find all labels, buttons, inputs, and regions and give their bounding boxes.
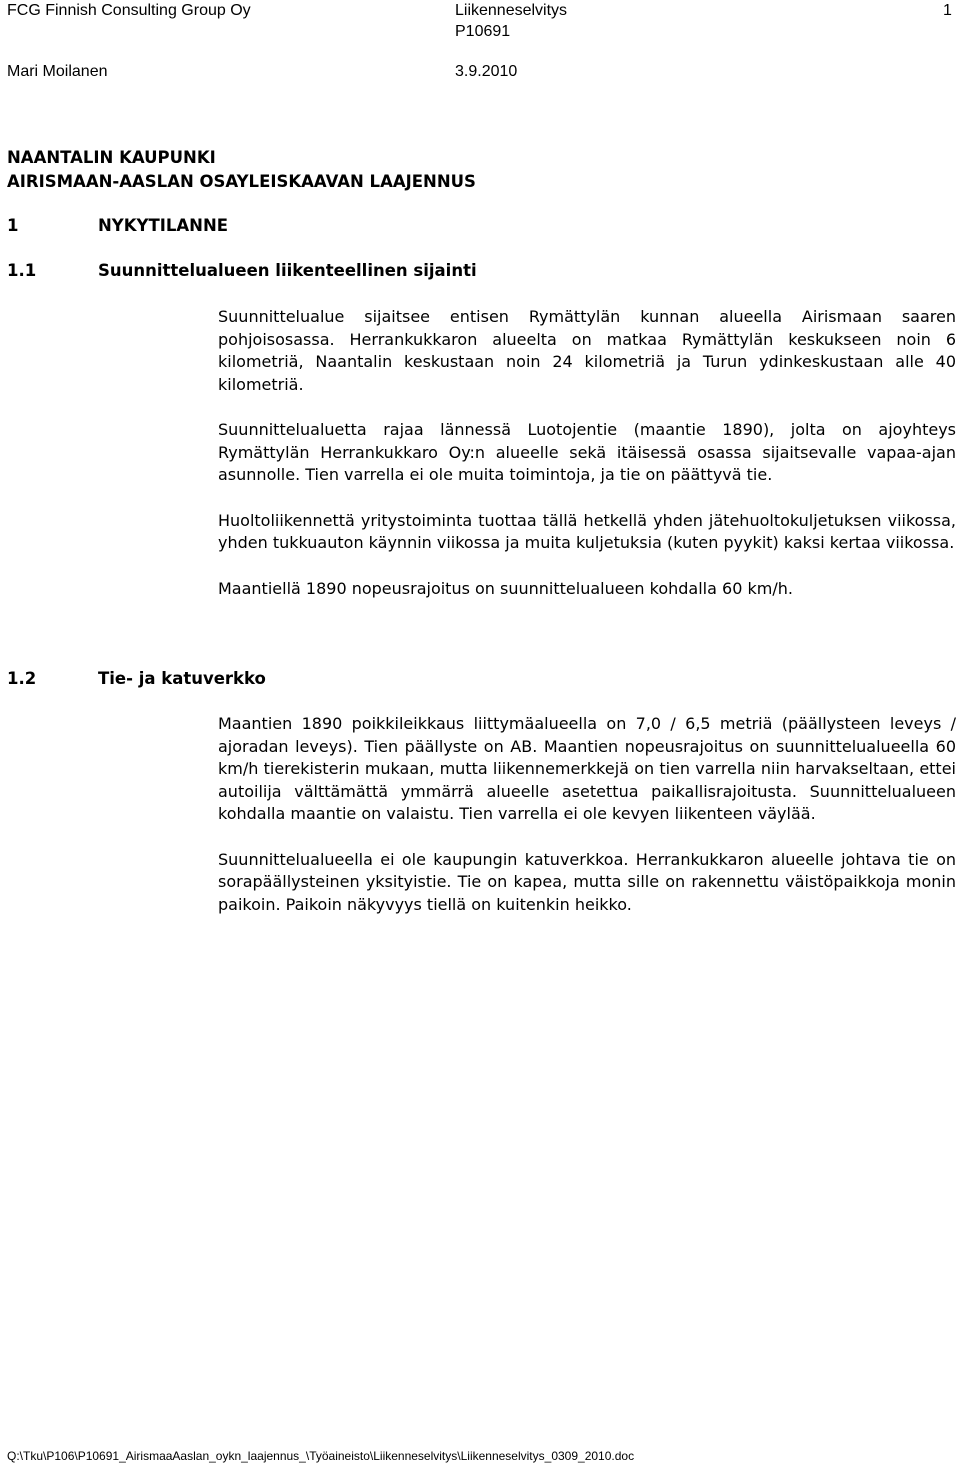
- paragraph: Huoltoliikennettä yritystoiminta tuottaa tällä hetkellä yhden jätehuoltokuljetuksen viikossa, yhden tukkuauton käynnin viikossa ja muita kuljetuksia (kuten pyykit) kaksi kertaa viikossa.: [218, 510, 956, 552]
- page-number: 1: [943, 2, 952, 19]
- section-1-1-heading: Suunnittelualueen liikenteellinen sijainti: [98, 261, 477, 280]
- author-name: Mari Moilanen: [7, 63, 108, 80]
- section-1-number: 1: [7, 216, 19, 235]
- paragraph: Maantiellä 1890 nopeusrajoitus on suunnittelualueen kohdalla 60 km/h.: [218, 578, 793, 598]
- section-1-2-number: 1.2: [7, 669, 37, 688]
- file-path-footer: Q:\Tku\P106\P10691_AirismaaAaslan_oykn_laajennus_\Työaineisto\Liikenneselvitys\Liikenneselvitys_0309_2010.doc: [7, 1449, 635, 1463]
- document-date: 3.9.2010: [455, 63, 518, 80]
- project-code: P10691: [455, 23, 511, 40]
- section-1-heading: NYKYTILANNE: [98, 216, 229, 235]
- paragraph: Suunnittelualueella ei ole kaupungin katuverkkoa. Herrankukkaron alueelle johtava tie on sorapäällysteinen yksityistie. Tie on kapea, mutta sille on rakennettu väistöpaikkoja monin paikoin. Paikoin näkyvyys tiellä on kuitenkin heikko.: [218, 849, 956, 914]
- section-1-1-body: [218, 306, 956, 600]
- section-1-2-heading: Tie- ja katuverkko: [98, 669, 266, 688]
- paragraph: Suunnittelualuetta rajaa lännessä Luotojentie (maantie 1890), jolta on ajoyhteys Rymättylän Herrankukkaro Oy:n alueelle sekä itäisessä osassa sijaitsevalle vapaa-ajan asunnolle. Tien varrella ei ole muita toimintoja, ja tie on päättyvä tie.: [218, 420, 956, 484]
- document-title-line2: AIRISMAAN-AASLAN OSAYLEISKAAVAN LAAJENNUS: [7, 172, 476, 191]
- company-name: FCG Finnish Consulting Group Oy: [7, 2, 251, 19]
- section-1-1-number: 1.1: [7, 261, 37, 280]
- section-1-2-body: [218, 713, 956, 916]
- report-type: Liikenneselvitys: [455, 2, 568, 19]
- paragraph: Suunnittelualue sijaitsee entisen Rymättylän kunnan alueella Airismaan saaren pohjoisosassa. Herrankukkaron alueelta on matkaa Rymättylän keskukseen noin 6 kilometriä, Naantalin keskustaan noin 24 kilometriä ja Turun ydinkeskustaan alle 40 kilometriä.: [218, 307, 956, 394]
- document-title-line1: NAANTALIN KAUPUNKI: [7, 148, 216, 167]
- paragraph: Maantien 1890 poikkileikkaus liittymäalueella on 7,0 / 6,5 metriä (päällysteen leveys / ajoradan leveys). Tien päällyste on AB. Maantien nopeusrajoitus on suunnittelualueella 60 km/h tierekisterin mukaan, mutta liikennemerkkejä on tien varrella niin harvakseltaan, ettei autoilija välttämättä ymmärrä alueelle asetettua paikallisrajoitusta. Suunnittelualueen kohdalla maantie on valaistu. Tien varrella ei ole kevyen liikenteen väylää.: [218, 714, 956, 823]
